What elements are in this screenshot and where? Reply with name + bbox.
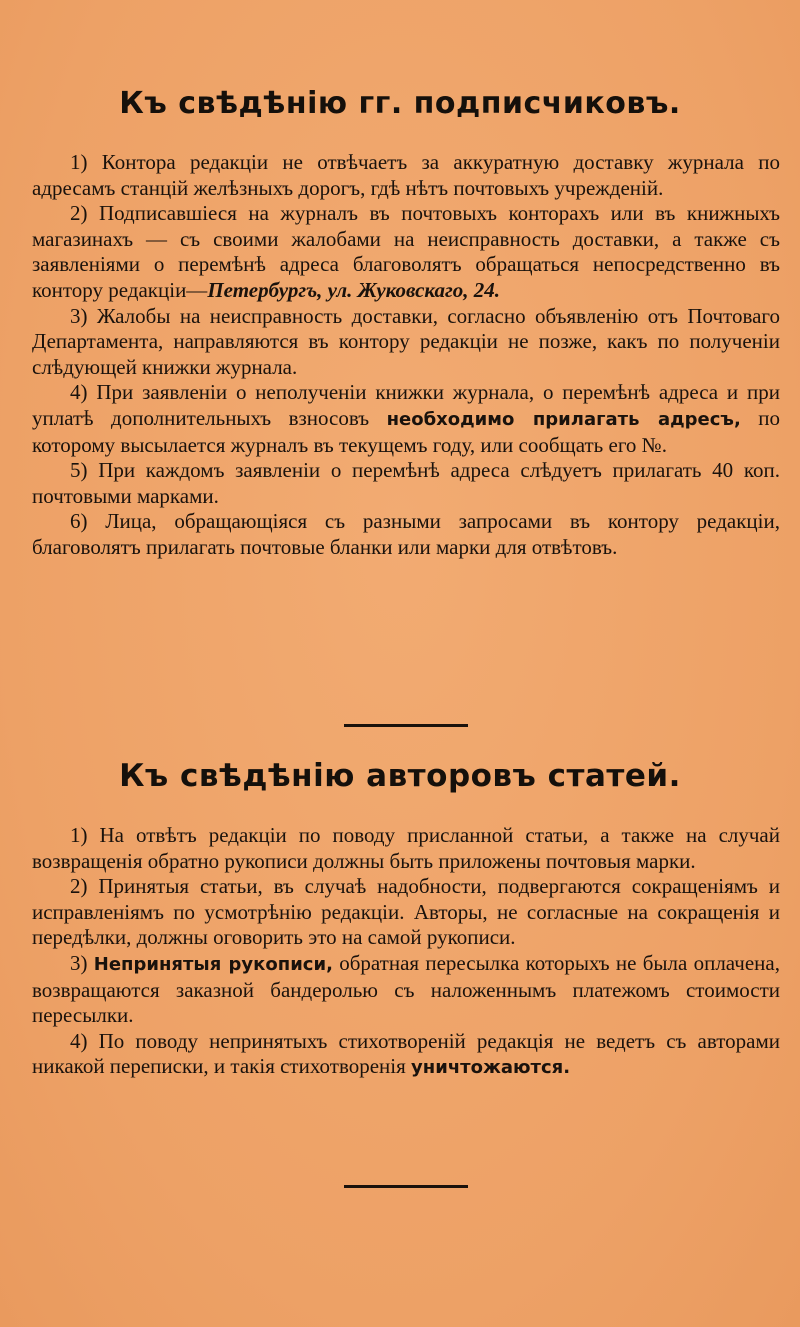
- subscribers-paragraph-3: 3) Жалобы на неисправность доставки, согласно объявленію отъ Почтоваго Департамента, направляются въ контору редакціи не позже, какъ по полученіи слѣдующей книжки журнала.: [32, 303, 780, 379]
- paragraph-4-text: 4) По поводу непринятыхъ стихотвореній редакція не ведетъ съ авторами никакой переписки, и такія стихотворенія: [32, 1028, 780, 1079]
- paragraph-4-emphasis: необходимо прилагать адресъ,: [386, 408, 741, 430]
- paragraph-3-emphasis: Непринятыя рукописи,: [93, 953, 333, 975]
- authors-paragraph-3: [32, 951, 780, 1029]
- authors-notice-body: [32, 823, 780, 1081]
- subscribers-paragraph-4: [32, 380, 780, 458]
- closing-divider: [344, 1185, 468, 1188]
- authors-paragraph-2: 2) Принятыя статьи, въ случаѣ надобности, подвергаются сокращеніямъ и исправленіямъ по усмотрѣнію редакціи. Авторы, не согласные на сокращенія и передѣлки, должны оговорить это на самой рукописи.: [32, 874, 780, 950]
- paragraph-4-start: 4) При заявленіи о неполученіи книжки журнала, о перемѣнѣ адреса и при уплатѣ дополнительныхъ взносовъ: [32, 380, 780, 430]
- subscribers-notice-title: Къ свѣдѣнію гг. подписчиковъ.: [119, 86, 681, 121]
- subscribers-paragraph-1: 1) Контора редакціи не отвѣчаетъ за аккуратную доставку журнала по адресамъ станцій желѣзныхъ дорогъ, гдѣ нѣтъ почтовыхъ учрежденій.: [32, 150, 780, 200]
- authors-paragraph-1: 1) На отвѣтъ редакціи по поводу присланной статьи, а также на случай возвращенія обратно рукописи должны быть приложены почтовыя марки.: [32, 823, 780, 873]
- authors-paragraph-4: [32, 1029, 780, 1081]
- paragraph-3-end: обратная пересылка которыхъ не была оплачена, возвращаются заказной бандеролью съ наложеннымъ платежомъ стоимости пересылки.: [32, 950, 780, 1028]
- subscribers-paragraph-6: 6) Лица, обращающіяся съ разными запросами въ контору редакціи, благоволятъ прилагать почтовые бланки или марки для отвѣтовъ.: [32, 509, 780, 559]
- paragraph-4-final-emphasis: уничтожаются.: [411, 1057, 571, 1079]
- paragraph-3-number: 3): [70, 950, 94, 975]
- editorial-address: Петербургъ, ул. Жуковскаго, 24.: [207, 277, 501, 302]
- section-divider: [344, 724, 468, 727]
- subscribers-notice-body: [32, 150, 780, 561]
- paragraph-4-end: по которому высылается журналъ въ текущемъ году, или сообщать его №.: [32, 405, 781, 457]
- paragraph-2-text: 2) Подписавшіеся на журналъ въ почтовыхъ конторахъ или въ книжныхъ магазинахъ — съ своими жалобами на неисправность доставки, а также съ заявленіями о перемѣнѣ адреса благоволятъ обращаться непосредственно въ контору редакціи—: [32, 201, 780, 302]
- authors-notice-title: Къ свѣдѣнію авторовъ статей.: [119, 758, 681, 794]
- subscribers-paragraph-2: [32, 201, 780, 303]
- subscribers-paragraph-5: 5) При каждомъ заявленіи о перемѣнѣ адреса слѣдуетъ прилагать 40 коп. почтовыми марками.: [32, 458, 780, 508]
